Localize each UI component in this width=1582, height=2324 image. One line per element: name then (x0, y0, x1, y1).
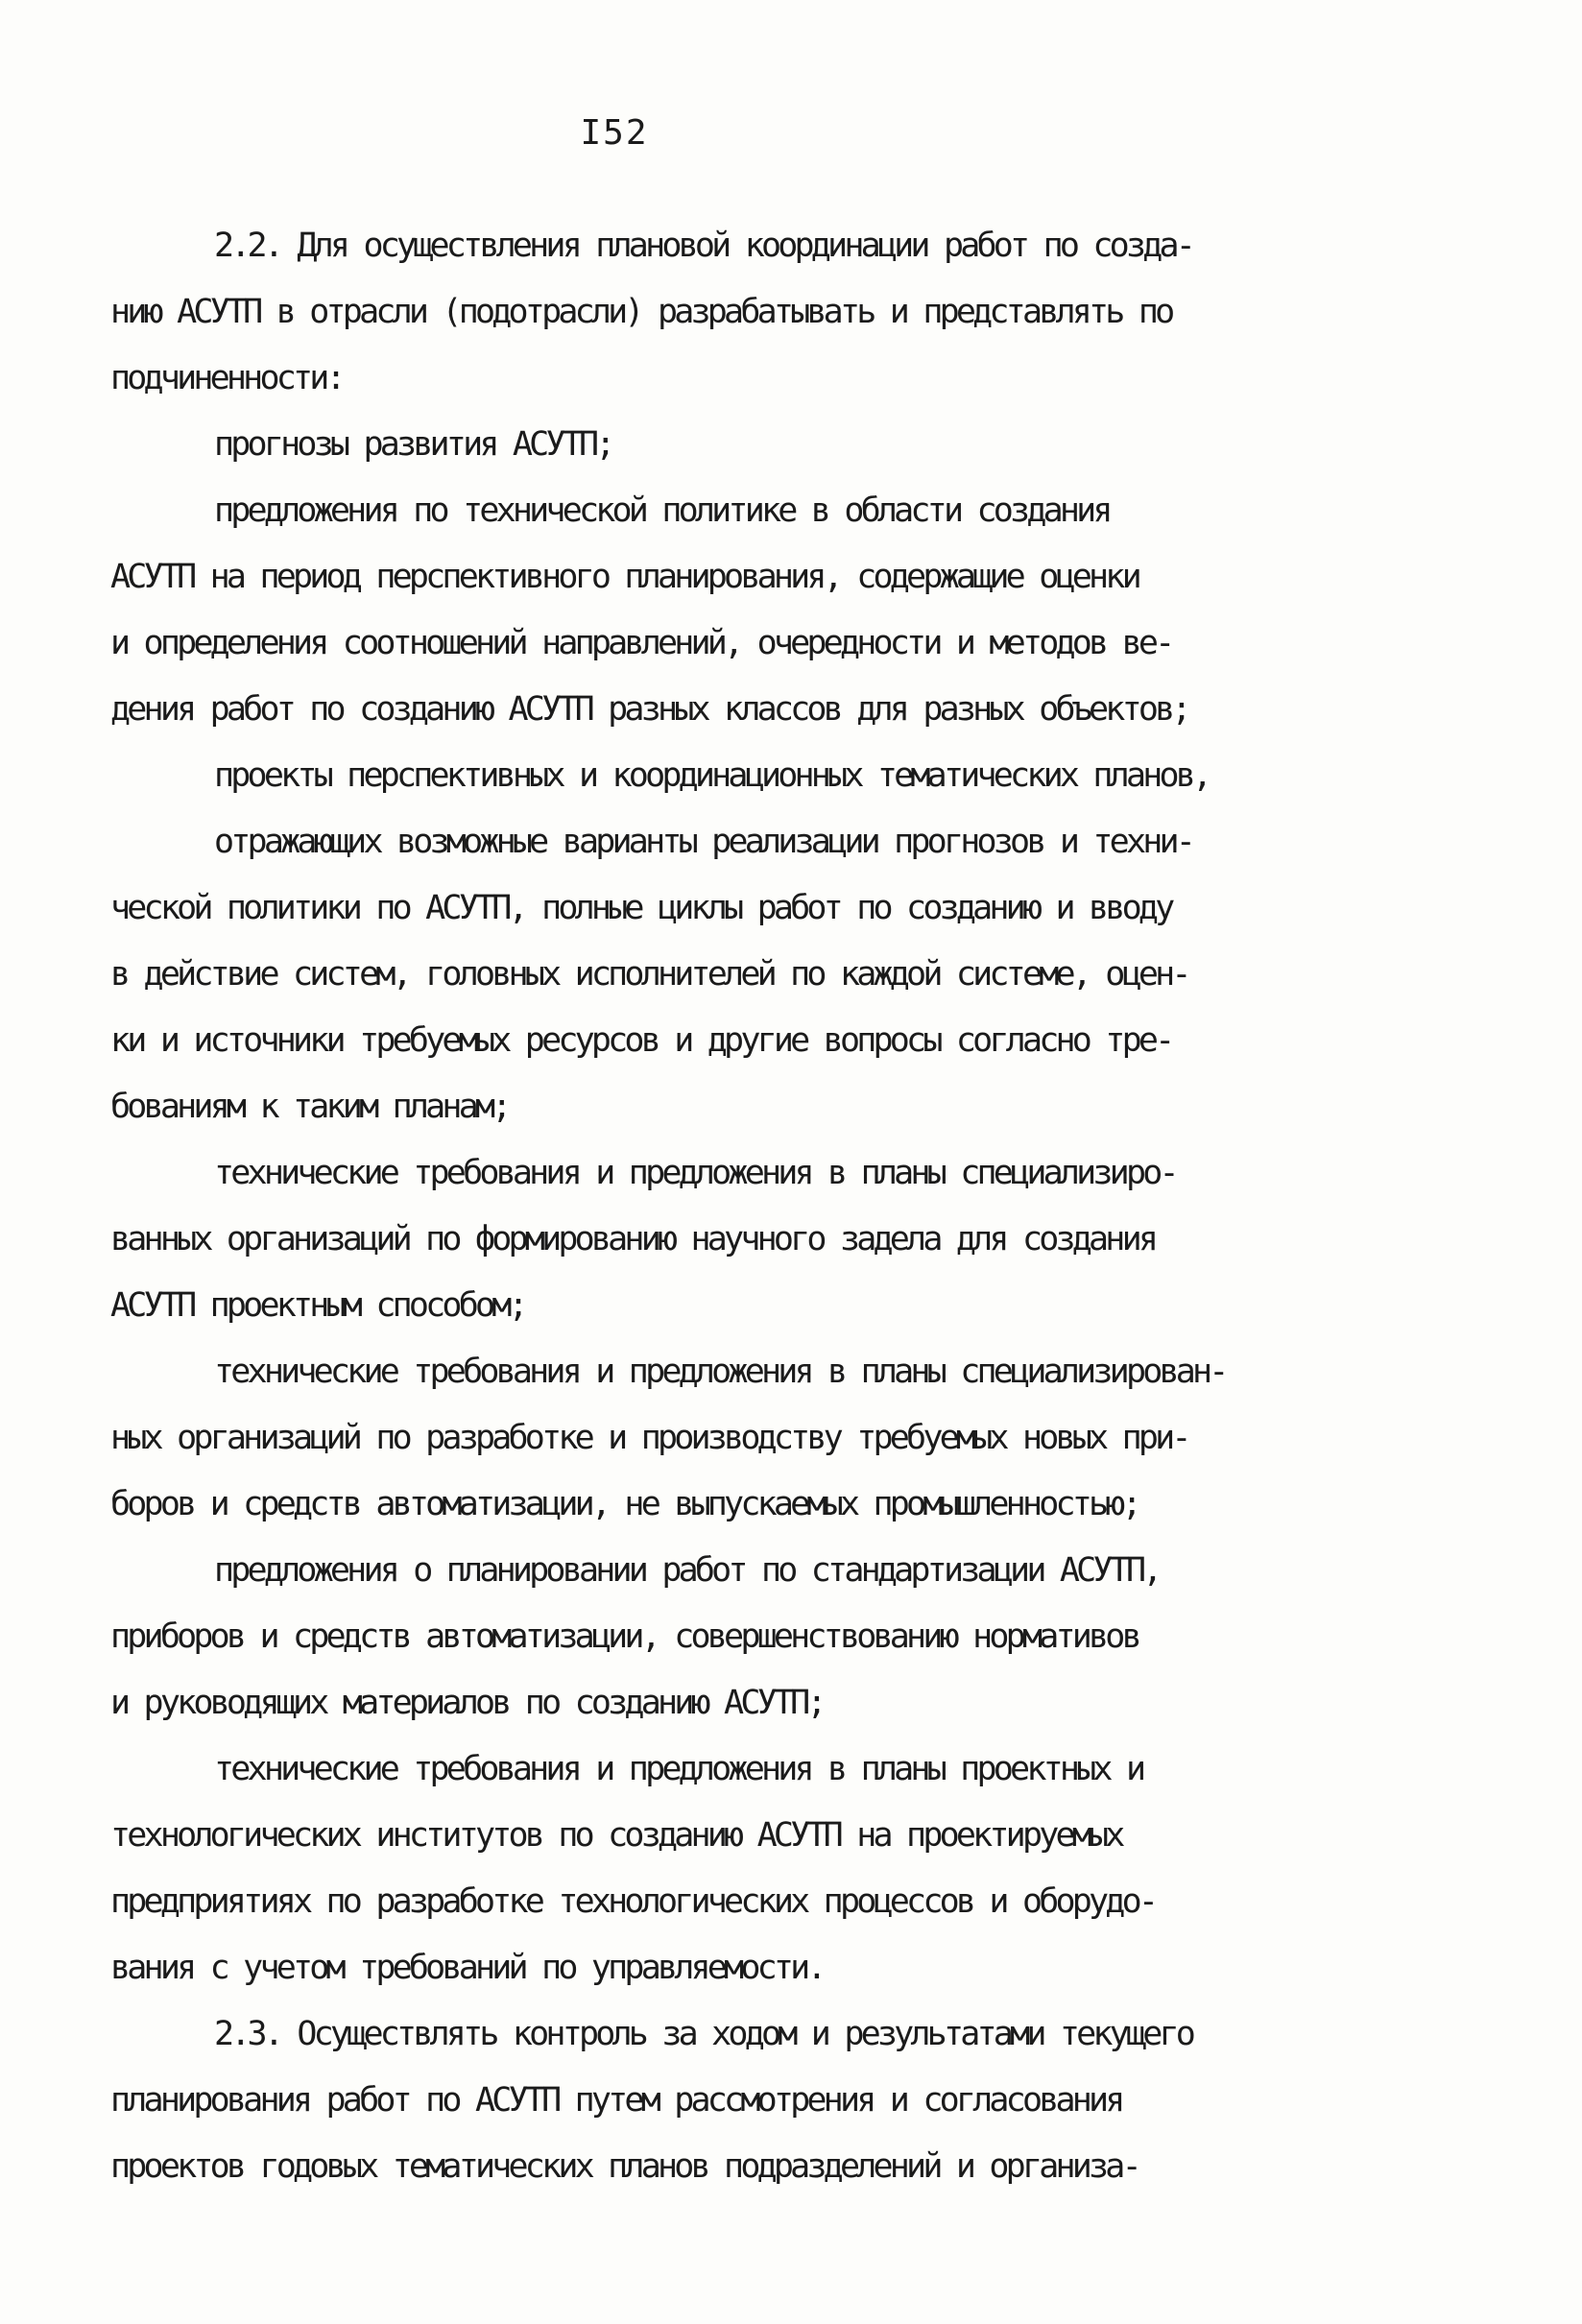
text-line: подчиненности: (110, 359, 343, 397)
text-line: и руководящих материалов по созданию АСУТП; (110, 1684, 824, 1722)
text-line: дения работ по созданию АСУТП разных классов для разных объектов; (110, 690, 1188, 729)
text-line: в действие систем, головных исполнителей по каждой системе, оцен- (110, 955, 1188, 994)
text-line: АСУТП проектным способом; (110, 1286, 525, 1325)
text-line: и определения соотношений направлений, очередности и методов ве- (110, 624, 1172, 662)
text-line: прогнозы развития АСУТП; (214, 425, 612, 464)
text-line: технические требования и предложения в планы специализиро- (214, 1154, 1176, 1192)
text-line: проекты перспективных и координационных тематических планов, (214, 756, 1210, 795)
text-line: технологических институтов по созданию АСУТП на проектируемых (110, 1816, 1122, 1855)
text-line: технические требования и предложения в планы проектных и (214, 1750, 1143, 1788)
text-line: отражающих возможные варианты реализации прогнозов и техни- (214, 823, 1193, 861)
text-line: нию АСУТП в отрасли (подотрасли) разрабатывать и представлять по (110, 293, 1172, 331)
text-line: технические требования и предложения в планы специализирован- (214, 1353, 1226, 1391)
text-line: предложения о планировании работ по стандартизации АСУТП, (214, 1551, 1160, 1590)
text-line: планирования работ по АСУТП путем рассмотрения и согласования (110, 2081, 1122, 2120)
text-line: вания с учетом требований по управляемости. (110, 1949, 824, 1987)
page-number: I52 (580, 113, 649, 153)
text-line: приборов и средств автоматизации, совершенствованию нормативов (110, 1617, 1139, 1656)
text-line: проектов годовых тематических планов подразделений и организа- (110, 2147, 1139, 2186)
text-line: ванных организаций по формированию научного задела для создания (110, 1220, 1156, 1258)
text-line: бованиям к таким планам; (110, 1088, 509, 1126)
text-line: АСУТП на период перспективного планирования, содержащие оценки (110, 558, 1139, 596)
text-line: предложения по технической политике в области создания (214, 491, 1110, 530)
text-line: предприятиях по разработке технологических процессов и оборудо- (110, 1882, 1156, 1921)
body-text (110, 213, 1493, 2200)
text-line: ных организаций по разработке и производству требуемых новых при- (110, 1419, 1188, 1457)
text-line: ки и источники требуемых ресурсов и другие вопросы согласно тре- (110, 1021, 1172, 1060)
text-line: 2.2. Для осуществления плановой координации работ по созда- (214, 227, 1193, 265)
text-line: 2.3. Осуществлять контроль за ходом и результатами текущего (214, 2015, 1193, 2053)
text-line: боров и средств автоматизации, не выпускаемых промышленностью; (110, 1485, 1139, 1523)
text-line: ческой политики по АСУТП, полные циклы работ по созданию и вводу (110, 889, 1172, 927)
